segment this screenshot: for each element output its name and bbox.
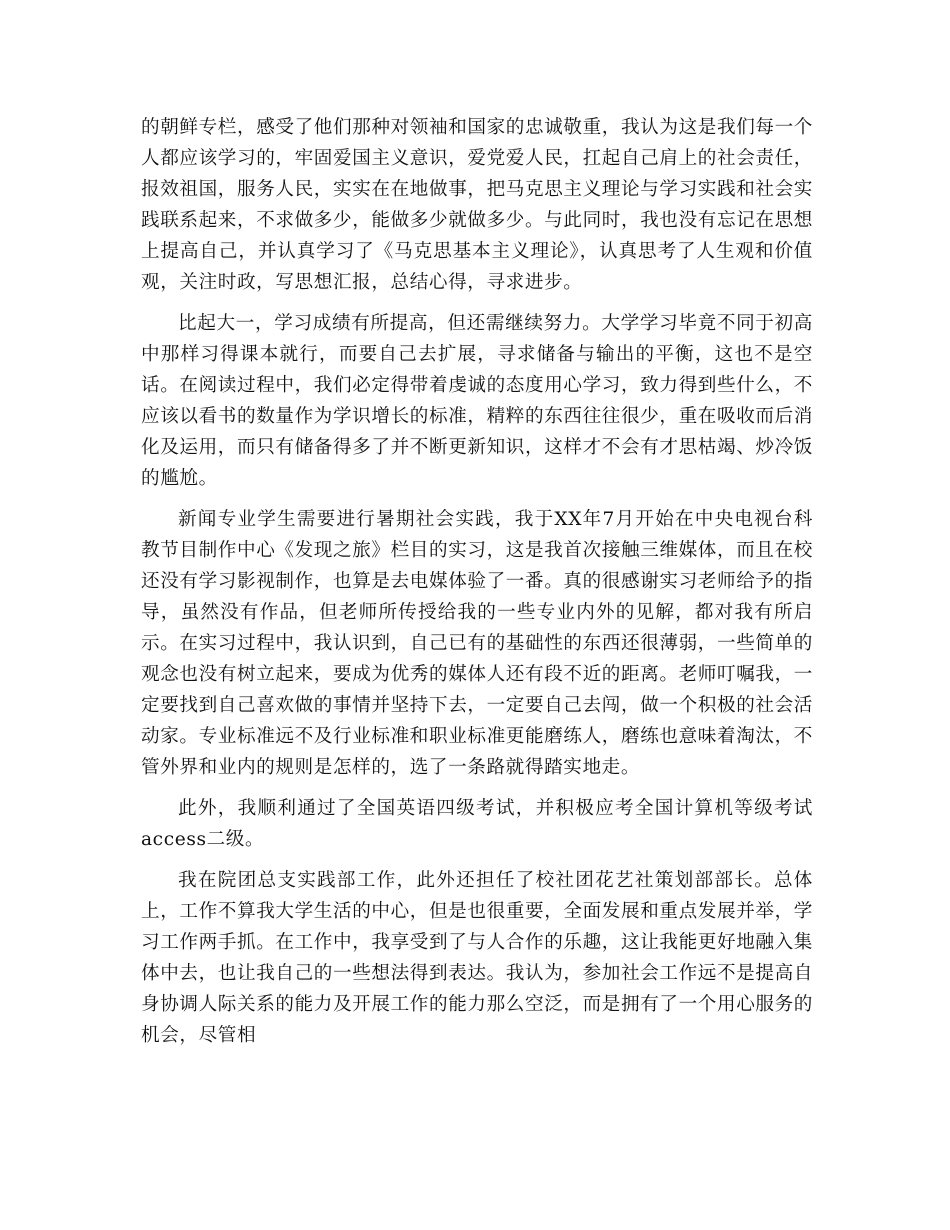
paragraph-5: 我在院团总支实践部工作，此外还担任了校社团花艺社策划部部长。总体上，工作不算我大学生活的中心，但是也很重要，全面发展和重点发展并举，学习工作两手抓。在工作中，我享受到了与人合作的乐趣，这让我能更好地融入集体中去，也让我自己的一些想法得到表达。我认为，参加社会工作远不是提高自身协调人际关系的能力及开展工作的能力那么空泛，而是拥有了一个用心服务的机会，尽管相 xyxy=(141,870,813,1046)
paragraph-3: 新闻专业学生需要进行暑期社会实践，我于XX年7月开始在中央电视台科教节目制作中心《发现之旅》栏目的实习，这是我首次接触三维媒体，而且在校还没有学习影视制作，也算是去电媒体验了一番。真的很感谢实习老师给予的指导，虽然没有作品，但老师所传授给我的一些专业内外的见解，都对我有所启示。在实习过程中，我认识到，自己已有的基础性的东西还很薄弱，一些简单的观念也没有树立起来，要成为优秀的媒体人还有段不近的距离。老师叮嘱我，一定要找到自己喜欢做的事情并坚持下去，一定要自己去闯，做一个积极的社会活动家。专业标准远不及行业标准和职业标准更能磨练人，磨练也意味着淘汰，不管外界和业内的规则是怎样的，选了一条路就得踏实地走。 xyxy=(141,509,813,778)
document-body xyxy=(141,112,813,1061)
paragraph-4: 此外，我顺利通过了全国英语四级考试，并积极应考全国计算机等级考试access二级。 xyxy=(141,798,813,850)
paragraph-2: 比起大一，学习成绩有所提高，但还需继续努力。大学学习毕竟不同于初高中那样习得课本就行，而要自己去扩展，寻求储备与输出的平衡，这也不是空话。在阅读过程中，我们必定得带着虔诚的态度用心学习，致力得到些什么，不应该以看书的数量作为学识增长的标准，精粹的东西往往很少，重在吸收而后消化及运用，而只有储备得多了并不断更新知识，这样才不会有才思枯竭、炒冷饭的尴尬。 xyxy=(141,313,813,489)
paragraph-1: 的朝鲜专栏，感受了他们那种对领袖和国家的忠诚敬重，我认为这是我们每一个人都应该学习的，牢固爱国主义意识，爱党爱人民，扛起自己肩上的社会责任，报效祖国，服务人民，实实在在地做事，把马克思主义理论与学习实践和社会实践联系起来，不求做多少，能做多少就做多少。与此同时，我也没有忘记在思想上提高自己，并认真学习了《马克思基本主义理论》，认真思考了人生观和价值观，关注时政，写思想汇报，总结心得，寻求进步。 xyxy=(141,117,813,293)
